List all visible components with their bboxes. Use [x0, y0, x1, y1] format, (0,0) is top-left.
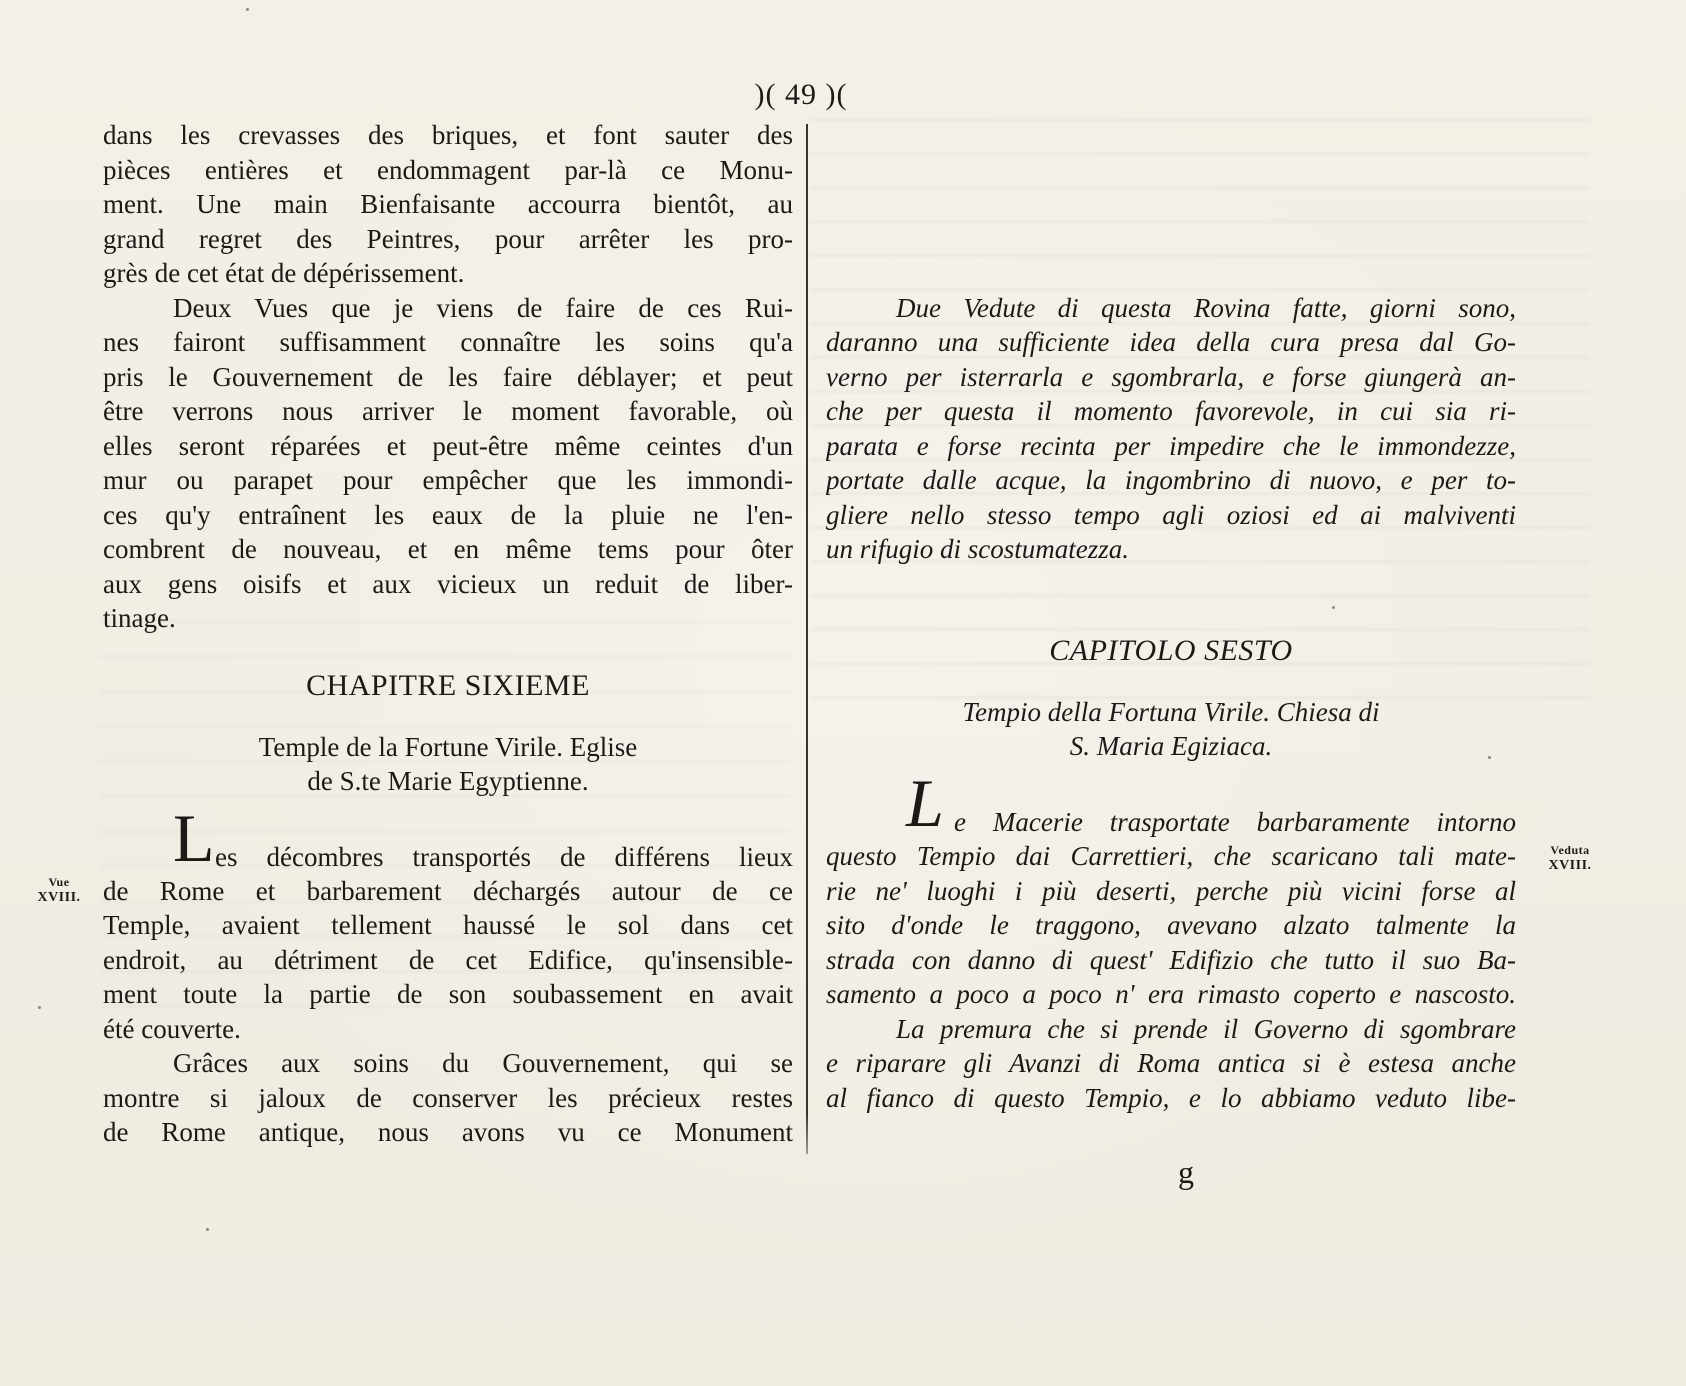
french-column [103, 118, 793, 1150]
text-line: questo Tempio dai Carrettieri, che scaricano tali mate- [826, 841, 1516, 871]
margin-note-label: Veduta [1550, 843, 1590, 857]
chapter-title-line: Temple de la Fortune Virile. Eglise [258, 731, 638, 762]
drop-cap: L [906, 765, 944, 841]
margin-note-label: Vue [48, 875, 70, 889]
text-line: nes fairont suffisamment connaître les soins qu'a [103, 327, 793, 357]
margin-note-vue [30, 874, 88, 906]
blank-space [826, 153, 1516, 188]
text-line: aux gens oisifs et aux vicieux un reduit de liber- [103, 568, 793, 599]
text-line: rie ne' luoghi i più deserti, perche più vicini forse al [826, 875, 1516, 906]
text-line: es décombres transportés de différens lieux [215, 841, 793, 872]
text-line: ces qu'y entraînent les eaux de la pluie ne l'en- [103, 499, 793, 530]
text-line: parata e forse recinta per impedire che le immondezze, [826, 430, 1516, 461]
paper-speck [38, 1006, 41, 1009]
text-line: mur ou parapet pour empêcher que les immondi- [103, 465, 793, 495]
chapter-title-line: de S.te Marie Egyptienne. [307, 765, 589, 796]
text-line: grand regret des Peintres, pour arrêter les pro- [103, 223, 793, 254]
dropcap-paragraph [103, 799, 793, 876]
text-line: e riparare gli Avanzi di Roma antica si è estesa anche [826, 1048, 1516, 1078]
paper-speck [206, 1228, 209, 1231]
drop-cap: L [173, 799, 215, 876]
text-line: al fianco di questo Tempio, e lo abbiamo veduto libe- [826, 1082, 1516, 1113]
text-line: e Macerie trasportate barbaramente intorno [954, 807, 1516, 837]
text-line: un rifugio di scostumatezza. [826, 534, 1130, 564]
text-line: endroit, au détriment de cet Edifice, qu'insensible- [103, 944, 793, 975]
text-line: Temple, avaient tellement haussé le sol dans cet [103, 910, 793, 940]
text-line: ment toute la partie de son soubassement en avait [103, 979, 793, 1009]
text-line: pièces entières et endommagent par-là ce Monu- [103, 154, 793, 185]
text-line: combrent de nouveau, et en même tems pour ôter [103, 534, 793, 564]
text-line: sito d'onde le traggono, avevano alzato talmente la [826, 910, 1516, 940]
text-line: portate dalle acque, la ingombrino di nuovo, e per to- [826, 465, 1516, 495]
text-line: Due Vedute di questa Rovina fatte, giorni sono, [896, 292, 1516, 323]
text-line: être verrons nous arriver le moment favorable, où [103, 396, 793, 426]
blank-space [826, 256, 1516, 291]
blank-space [826, 567, 1516, 602]
chapter-title-line: S. Maria Egiziaca. [1069, 731, 1273, 761]
text-line: La premura che si prende il Governo di sgombrare [896, 1013, 1516, 1044]
text-line: dans les crevasses des briques, et font sauter des [103, 120, 793, 150]
italian-column [826, 118, 1516, 1115]
margin-note-veduta [1534, 842, 1606, 874]
margin-note-number: XVIII. [1548, 858, 1592, 873]
text-line: che per questa il momento favorevole, in cui sia ri- [826, 396, 1516, 426]
column-divider [806, 124, 808, 1154]
signature-mark: g [1178, 1154, 1194, 1190]
text-line: de Rome antique, nous avons vu ce Monument [103, 1117, 793, 1147]
text-line: strada con danno di quest' Edifizio che tutto il suo Ba- [826, 944, 1516, 975]
text-line: grès de cet état de dépérissement. [103, 258, 465, 288]
text-line: pris le Gouvernement de les faire déblayer; et peut [103, 361, 793, 392]
chapter-title-line: Tempio della Fortuna Virile. Chiesa di [962, 697, 1380, 727]
text-line: montre si jaloux de conserver les précieux restes [103, 1082, 793, 1113]
text-line: elles seront réparées et peut-être même ceintes d'un [103, 430, 793, 461]
text-line: tinage. [103, 603, 176, 633]
text-line: Grâces aux soins du Gouvernement, qui se [173, 1048, 793, 1078]
page-number: )( 49 )( [754, 78, 848, 111]
blank-space [826, 118, 1516, 153]
text-line: daranno una sufficiente idea della cura presa dal Go- [826, 327, 1516, 357]
margin-note-number: XVIII. [37, 890, 81, 905]
blank-space [826, 187, 1516, 222]
text-line: Deux Vues que je viens de faire de ces Rui- [173, 292, 793, 323]
paper-speck [1332, 606, 1335, 609]
paper-speck [246, 8, 249, 11]
dropcap-paragraph [826, 765, 1516, 841]
text-line: été couverte. [103, 1013, 241, 1044]
text-line: verno per isterrarla e sgombrarla, e forse giungerà an- [826, 361, 1516, 392]
chapter-heading: CHAPITRE SIXIEME [306, 668, 590, 702]
text-line: de Rome et barbarement déchargés autour de ce [103, 875, 793, 906]
chapter-heading: CAPITOLO SESTO [1049, 634, 1293, 667]
paper-speck [1488, 756, 1491, 759]
text-line: gliere nello stesso tempo agli oziosi ed ai malviventi [826, 499, 1516, 530]
text-line: samento a poco a poco n' era rimasto coperto e nascosto. [826, 979, 1516, 1009]
text-line: ment. Une main Bienfaisante accourra bientôt, au [103, 189, 793, 219]
blank-space [826, 222, 1516, 257]
